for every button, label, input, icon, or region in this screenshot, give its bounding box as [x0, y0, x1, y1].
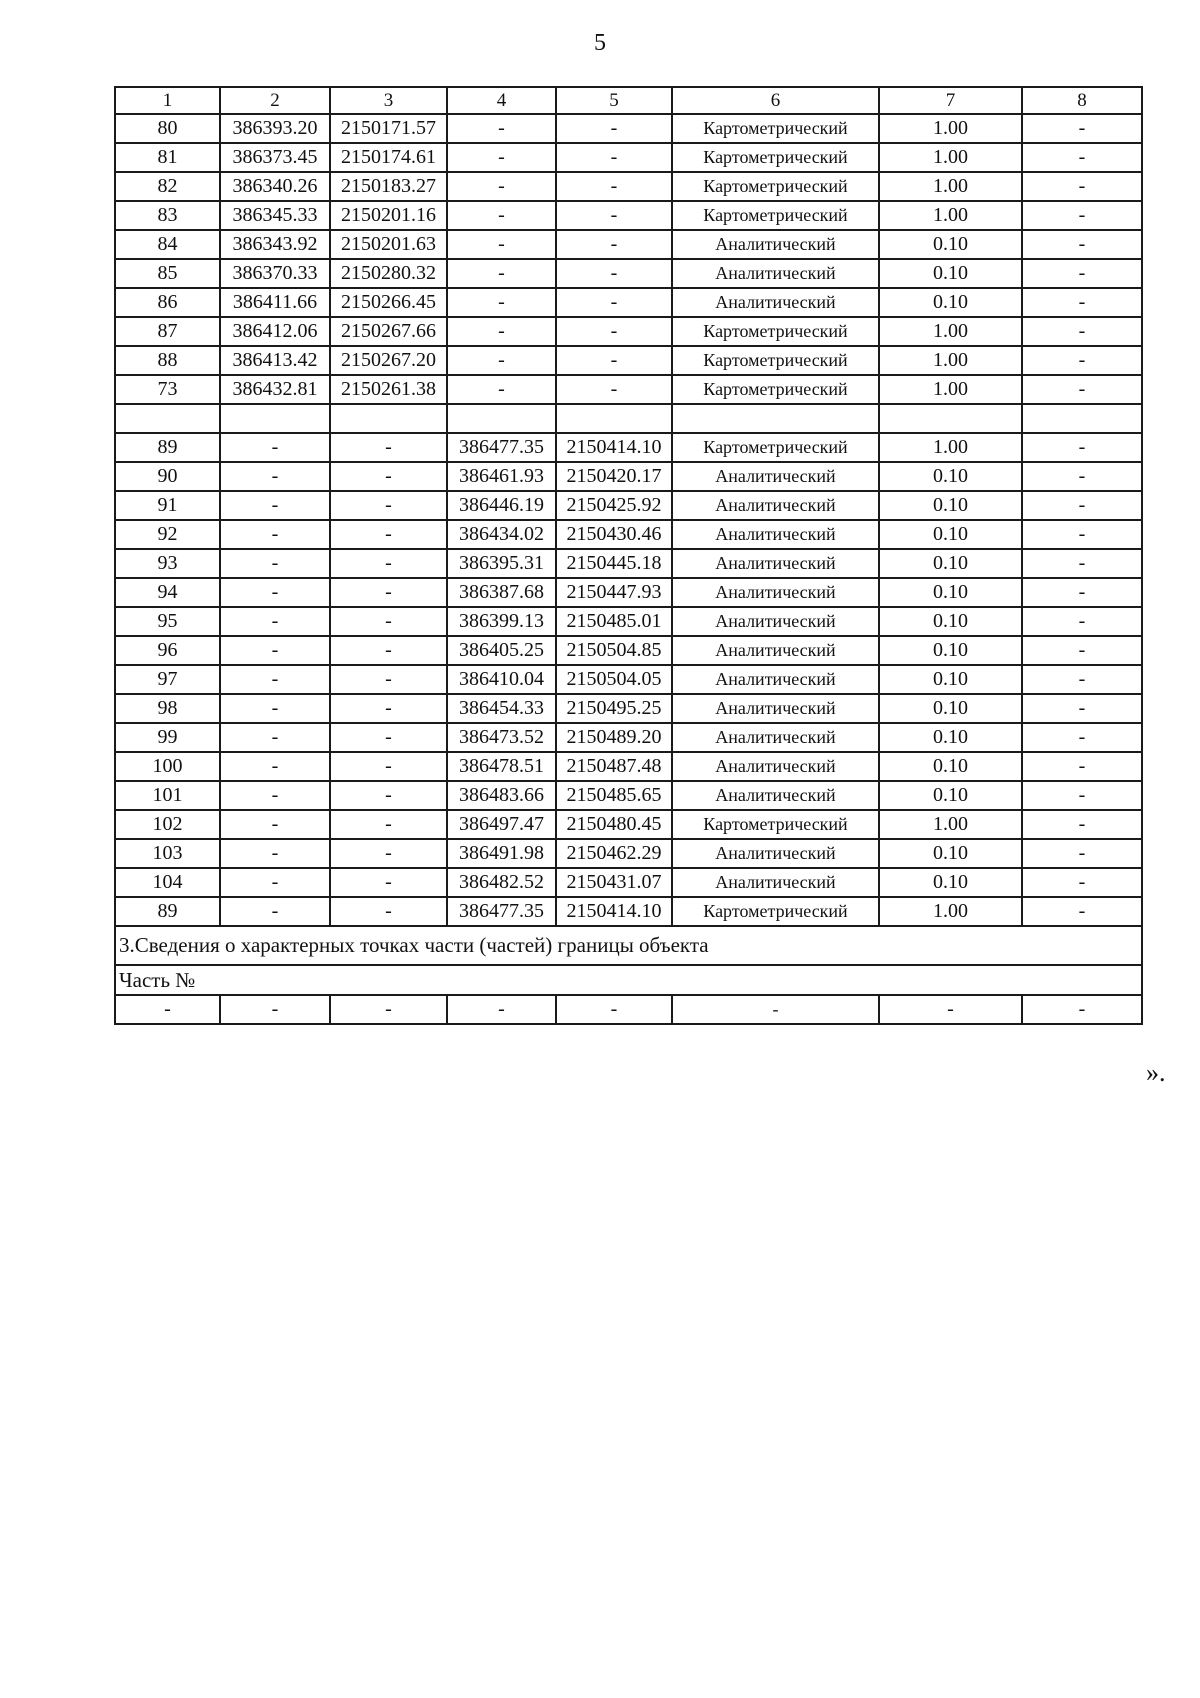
cell-precision: 0.10	[879, 520, 1022, 549]
cell-precision: 0.10	[879, 259, 1022, 288]
table-row	[115, 375, 1142, 404]
cell-precision: 1.00	[879, 810, 1022, 839]
table-row	[115, 839, 1142, 868]
cell-precision	[879, 404, 1022, 433]
cell-point-number: 89	[115, 897, 220, 926]
cell-x-old: 386411.66	[220, 288, 330, 317]
cell-y-new: -	[556, 288, 672, 317]
cell-x-new	[447, 404, 556, 433]
cell-x-new: -	[447, 172, 556, 201]
cell-point-number: 88	[115, 346, 220, 375]
table-row	[115, 317, 1142, 346]
cell-y-old: -	[330, 578, 447, 607]
cell-point-number: 85	[115, 259, 220, 288]
cell-x-new: 386461.93	[447, 462, 556, 491]
cell-method: Картометрический	[672, 114, 879, 143]
cell-method: Аналитический	[672, 259, 879, 288]
cell-y-old: -	[330, 433, 447, 462]
cell-description	[1022, 404, 1142, 433]
cell-y-new: 2150504.05	[556, 665, 672, 694]
cell-y-old: 2150201.63	[330, 230, 447, 259]
cell-point-number: 87	[115, 317, 220, 346]
cell-method: Аналитический	[672, 781, 879, 810]
cell-point-number: 82	[115, 172, 220, 201]
cell-x-new: 386395.31	[447, 549, 556, 578]
cell-point-number: 86	[115, 288, 220, 317]
cell-x-new: 4	[447, 87, 556, 114]
cell-description: -	[1022, 694, 1142, 723]
cell-method: Картометрический	[672, 375, 879, 404]
cell-precision: 0.10	[879, 549, 1022, 578]
cell-method	[672, 404, 879, 433]
cell-point-number: 89	[115, 433, 220, 462]
cell-method: Аналитический	[672, 607, 879, 636]
cell-x-new: -	[447, 114, 556, 143]
cell-point-number: 104	[115, 868, 220, 897]
table-row	[115, 462, 1142, 491]
cell-x-old: 386412.06	[220, 317, 330, 346]
table-row	[115, 288, 1142, 317]
cell-description: -	[1022, 230, 1142, 259]
cell-point-number: 98	[115, 694, 220, 723]
cell-x-old: -	[220, 462, 330, 491]
cell-x-old: -	[220, 839, 330, 868]
cell-precision: 0.10	[879, 230, 1022, 259]
cell-x-new: -	[447, 317, 556, 346]
cell-x-new: -	[447, 346, 556, 375]
cell-y-old: -	[330, 491, 447, 520]
cell-x-old: -	[220, 810, 330, 839]
table-row	[115, 723, 1142, 752]
cell-description: -	[1022, 607, 1142, 636]
cell-method: Аналитический	[672, 288, 879, 317]
cell-point-number: 99	[115, 723, 220, 752]
table-row	[115, 781, 1142, 810]
table-row	[115, 230, 1142, 259]
table-row	[115, 114, 1142, 143]
cell-description: -	[1022, 520, 1142, 549]
table-body	[115, 87, 1142, 1024]
table-row	[115, 665, 1142, 694]
cell-y-old: -	[330, 607, 447, 636]
cell-y-new: 2150495.25	[556, 694, 672, 723]
cell-point-number	[115, 404, 220, 433]
cell-x-old: 386413.42	[220, 346, 330, 375]
cell-x-old: -	[220, 995, 330, 1024]
table-row	[115, 143, 1142, 172]
cell-method: Картометрический	[672, 433, 879, 462]
cell-method: Аналитический	[672, 520, 879, 549]
cell-y-new: 2150420.17	[556, 462, 672, 491]
cell-y-new	[556, 404, 672, 433]
cell-y-old: -	[330, 665, 447, 694]
cell-precision: 1.00	[879, 897, 1022, 926]
cell-x-new: 386387.68	[447, 578, 556, 607]
boundary-points-table	[114, 86, 1143, 1025]
cell-x-old: -	[220, 868, 330, 897]
cell-x-old: -	[220, 723, 330, 752]
cell-y-old: 2150171.57	[330, 114, 447, 143]
cell-description: -	[1022, 288, 1142, 317]
cell-y-old: -	[330, 723, 447, 752]
cell-x-old: 386393.20	[220, 114, 330, 143]
cell-description: -	[1022, 723, 1142, 752]
cell-precision: 0.10	[879, 636, 1022, 665]
cell-description: -	[1022, 665, 1142, 694]
cell-y-new: -	[556, 317, 672, 346]
cell-description: -	[1022, 114, 1142, 143]
cell-point-number: 84	[115, 230, 220, 259]
cell-description: -	[1022, 143, 1142, 172]
cell-x-old: -	[220, 694, 330, 723]
cell-x-old: 386373.45	[220, 143, 330, 172]
cell-y-new: -	[556, 375, 672, 404]
cell-x-old: -	[220, 781, 330, 810]
cell-precision: 1.00	[879, 114, 1022, 143]
cell-y-new: 2150425.92	[556, 491, 672, 520]
cell-y-new: 2150414.10	[556, 433, 672, 462]
cell-y-old: 2150280.32	[330, 259, 447, 288]
cell-y-new: 2150489.20	[556, 723, 672, 752]
cell-point-number: 97	[115, 665, 220, 694]
cell-precision: -	[879, 995, 1022, 1024]
cell-y-old: -	[330, 810, 447, 839]
cell-point-number: 100	[115, 752, 220, 781]
cell-description: -	[1022, 491, 1142, 520]
cell-y-new: 2150462.29	[556, 839, 672, 868]
cell-description: -	[1022, 810, 1142, 839]
cell-description: -	[1022, 317, 1142, 346]
cell-description: -	[1022, 578, 1142, 607]
cell-point-number: 102	[115, 810, 220, 839]
cell-method: Аналитический	[672, 230, 879, 259]
cell-y-new: -	[556, 346, 672, 375]
cell-method: Аналитический	[672, 549, 879, 578]
cell-x-new: 386399.13	[447, 607, 556, 636]
cell-y-new: -	[556, 259, 672, 288]
cell-y-old	[330, 404, 447, 433]
table-row	[115, 897, 1142, 926]
cell-y-new: 2150445.18	[556, 549, 672, 578]
cell-x-old: -	[220, 549, 330, 578]
cell-y-new: 2150485.01	[556, 607, 672, 636]
cell-x-new: -	[447, 230, 556, 259]
cell-x-new: 386483.66	[447, 781, 556, 810]
cell-x-new: 386482.52	[447, 868, 556, 897]
table-row	[115, 636, 1142, 665]
table-row	[115, 810, 1142, 839]
cell-description: -	[1022, 549, 1142, 578]
cell-y-old: -	[330, 868, 447, 897]
cell-x-new: 386477.35	[447, 433, 556, 462]
cell-y-new: 2150447.93	[556, 578, 672, 607]
table-row	[115, 491, 1142, 520]
cell-precision: 0.10	[879, 491, 1022, 520]
cell-y-old: -	[330, 781, 447, 810]
cell-x-old: -	[220, 520, 330, 549]
cell-precision: 1.00	[879, 375, 1022, 404]
cell-y-new: 2150414.10	[556, 897, 672, 926]
table-row	[115, 433, 1142, 462]
cell-point-number: 93	[115, 549, 220, 578]
cell-precision: 0.10	[879, 607, 1022, 636]
table-row	[115, 752, 1142, 781]
cell-x-new: 386497.47	[447, 810, 556, 839]
page-number: 5	[594, 30, 606, 56]
cell-method: Аналитический	[672, 665, 879, 694]
part-label-row	[115, 965, 1142, 995]
cell-x-old: 386432.81	[220, 375, 330, 404]
cell-x-new: 386405.25	[447, 636, 556, 665]
cell-x-old: -	[220, 433, 330, 462]
cell-y-old: 2150183.27	[330, 172, 447, 201]
cell-x-new: 386477.35	[447, 897, 556, 926]
cell-precision: 1.00	[879, 172, 1022, 201]
cell-point-number: 92	[115, 520, 220, 549]
cell-description: -	[1022, 752, 1142, 781]
cell-method: Картометрический	[672, 897, 879, 926]
cell-method: Картометрический	[672, 317, 879, 346]
table-row	[115, 172, 1142, 201]
cell-point-number: 81	[115, 143, 220, 172]
cell-x-old: -	[220, 752, 330, 781]
cell-description: -	[1022, 897, 1142, 926]
cell-x-new: -	[447, 143, 556, 172]
cell-x-old: -	[220, 578, 330, 607]
cell-precision: 0.10	[879, 694, 1022, 723]
cell-y-new: -	[556, 172, 672, 201]
cell-y-new: 2150485.65	[556, 781, 672, 810]
cell-precision: 1.00	[879, 201, 1022, 230]
cell-point-number: 73	[115, 375, 220, 404]
cell-y-new: -	[556, 143, 672, 172]
cell-method: Аналитический	[672, 462, 879, 491]
section-title-row	[115, 926, 1142, 965]
cell-x-old	[220, 404, 330, 433]
cell-y-old: 2150261.38	[330, 375, 447, 404]
cell-precision: 1.00	[879, 317, 1022, 346]
cell-point-number: 1	[115, 87, 220, 114]
cell-y-new: 2150431.07	[556, 868, 672, 897]
cell-precision: 0.10	[879, 665, 1022, 694]
cell-y-new: -	[556, 230, 672, 259]
cell-description: -	[1022, 346, 1142, 375]
cell-method: Аналитический	[672, 578, 879, 607]
section-title: 3.Сведения о характерных точках части (частей) границы объекта	[115, 926, 1142, 965]
cell-description: -	[1022, 375, 1142, 404]
cell-precision: 0.10	[879, 781, 1022, 810]
cell-precision: 0.10	[879, 462, 1022, 491]
cell-method: Аналитический	[672, 723, 879, 752]
cell-description: 8	[1022, 87, 1142, 114]
part-label: Часть №	[115, 965, 1142, 995]
cell-precision: 0.10	[879, 868, 1022, 897]
cell-point-number: 96	[115, 636, 220, 665]
cell-y-new: 5	[556, 87, 672, 114]
cell-y-old: -	[330, 752, 447, 781]
cell-precision: 0.10	[879, 723, 1022, 752]
cell-x-old: -	[220, 897, 330, 926]
cell-y-new: 2150430.46	[556, 520, 672, 549]
cell-x-new: 386478.51	[447, 752, 556, 781]
cell-x-old: -	[220, 491, 330, 520]
cell-x-new: 386491.98	[447, 839, 556, 868]
cell-precision: 1.00	[879, 143, 1022, 172]
cell-y-old: 3	[330, 87, 447, 114]
cell-precision: 0.10	[879, 578, 1022, 607]
cell-x-old: 386345.33	[220, 201, 330, 230]
cell-y-old: 2150267.66	[330, 317, 447, 346]
closing-quote-mark: ».	[1146, 1058, 1166, 1087]
cell-method: Аналитический	[672, 491, 879, 520]
cell-description: -	[1022, 636, 1142, 665]
cell-description: -	[1022, 868, 1142, 897]
cell-x-old: -	[220, 665, 330, 694]
cell-point-number: 101	[115, 781, 220, 810]
cell-description: -	[1022, 201, 1142, 230]
cell-method: Аналитический	[672, 636, 879, 665]
cell-x-old: 386343.92	[220, 230, 330, 259]
table-row	[115, 607, 1142, 636]
cell-point-number: 94	[115, 578, 220, 607]
cell-description: -	[1022, 839, 1142, 868]
cell-y-old: -	[330, 839, 447, 868]
table-row	[115, 694, 1142, 723]
cell-description: -	[1022, 462, 1142, 491]
cell-precision: 0.10	[879, 752, 1022, 781]
cell-y-old: 2150201.16	[330, 201, 447, 230]
cell-x-old: 386340.26	[220, 172, 330, 201]
cell-point-number: 95	[115, 607, 220, 636]
table-row	[115, 201, 1142, 230]
cell-point-number: 90	[115, 462, 220, 491]
cell-description: -	[1022, 259, 1142, 288]
cell-method: 6	[672, 87, 879, 114]
cell-x-new: -	[447, 201, 556, 230]
cell-description: -	[1022, 781, 1142, 810]
cell-x-new: -	[447, 259, 556, 288]
cell-y-old: -	[330, 520, 447, 549]
cell-method: Картометрический	[672, 810, 879, 839]
cell-point-number: 80	[115, 114, 220, 143]
header-row	[115, 87, 1142, 114]
cell-point-number: 83	[115, 201, 220, 230]
cell-description: -	[1022, 995, 1142, 1024]
cell-x-old: 2	[220, 87, 330, 114]
cell-y-new: -	[556, 995, 672, 1024]
cell-precision: 1.00	[879, 433, 1022, 462]
cell-x-new: 386410.04	[447, 665, 556, 694]
cell-point-number: 91	[115, 491, 220, 520]
cell-method: Аналитический	[672, 868, 879, 897]
cell-y-new: -	[556, 114, 672, 143]
table-row	[115, 520, 1142, 549]
cell-x-new: -	[447, 288, 556, 317]
table-row	[115, 868, 1142, 897]
cell-precision: 7	[879, 87, 1022, 114]
cell-x-old: -	[220, 607, 330, 636]
cell-y-old: 2150267.20	[330, 346, 447, 375]
cell-y-old: 2150174.61	[330, 143, 447, 172]
blank-separator-row	[115, 404, 1142, 433]
cell-precision: 0.10	[879, 839, 1022, 868]
cell-description: -	[1022, 172, 1142, 201]
cell-precision: 0.10	[879, 288, 1022, 317]
cell-method: Картометрический	[672, 172, 879, 201]
cell-y-old: -	[330, 462, 447, 491]
table-row	[115, 578, 1142, 607]
cell-x-new: -	[447, 995, 556, 1024]
cell-method: Аналитический	[672, 839, 879, 868]
table-row	[115, 259, 1142, 288]
cell-method: -	[672, 995, 879, 1024]
cell-y-old: -	[330, 897, 447, 926]
cell-method: Картометрический	[672, 346, 879, 375]
cell-y-old: 2150266.45	[330, 288, 447, 317]
cell-y-old: -	[330, 549, 447, 578]
cell-x-new: 386446.19	[447, 491, 556, 520]
cell-precision: 1.00	[879, 346, 1022, 375]
table-row	[115, 346, 1142, 375]
cell-x-old: -	[220, 636, 330, 665]
cell-method: Картометрический	[672, 143, 879, 172]
final-row	[115, 995, 1142, 1024]
cell-x-new: -	[447, 375, 556, 404]
cell-y-old: -	[330, 995, 447, 1024]
cell-x-old: 386370.33	[220, 259, 330, 288]
cell-x-new: 386454.33	[447, 694, 556, 723]
cell-method: Аналитический	[672, 752, 879, 781]
cell-y-new: 2150504.85	[556, 636, 672, 665]
cell-y-new: 2150487.48	[556, 752, 672, 781]
cell-x-new: 386473.52	[447, 723, 556, 752]
cell-y-new: 2150480.45	[556, 810, 672, 839]
cell-y-new: -	[556, 201, 672, 230]
cell-y-old: -	[330, 636, 447, 665]
cell-y-old: -	[330, 694, 447, 723]
cell-description: -	[1022, 433, 1142, 462]
cell-method: Картометрический	[672, 201, 879, 230]
table-row	[115, 549, 1142, 578]
cell-point-number: -	[115, 995, 220, 1024]
cell-point-number: 103	[115, 839, 220, 868]
cell-x-new: 386434.02	[447, 520, 556, 549]
cell-method: Аналитический	[672, 694, 879, 723]
